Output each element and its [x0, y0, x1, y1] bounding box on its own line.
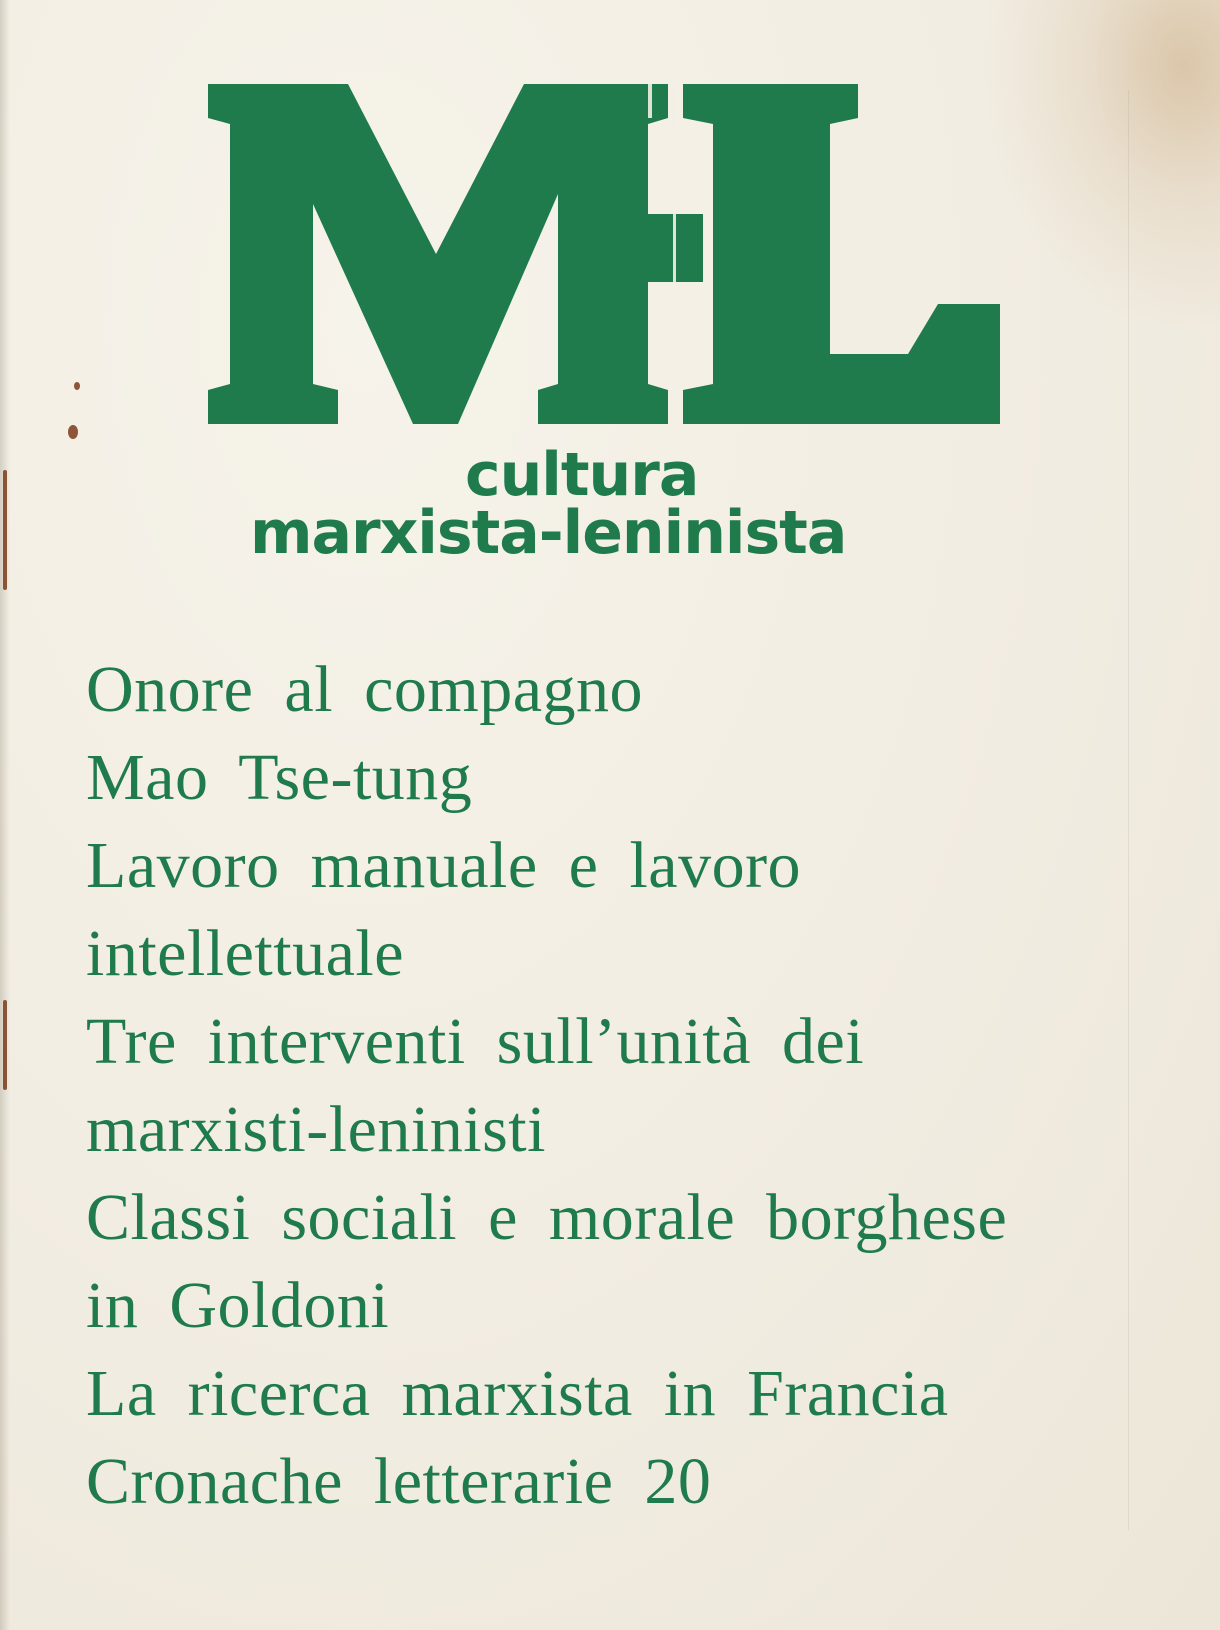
contents-entry-line: in Goldoni: [86, 1269, 390, 1342]
rust-stain: [68, 425, 78, 439]
contents-entry-2: [86, 826, 1196, 993]
contents-entry-3: [86, 1002, 1196, 1169]
subtitle-line-1: cultura: [465, 440, 699, 510]
contents-entry-6: [86, 1442, 1196, 1521]
contents-entry-line: Mao Tse-tung: [86, 741, 473, 814]
rust-stain: [3, 1000, 7, 1090]
magazine-logo: [208, 84, 1038, 424]
contents-entry-4: [86, 1178, 1196, 1345]
logo-letters: [208, 84, 1000, 424]
logo-hyphen: [623, 214, 703, 282]
contents-entry-line: marxisti-leninisti: [86, 1093, 546, 1166]
contents-entry-line: La ricerca marxista in Francia: [86, 1357, 949, 1430]
contents-entry-line: Onore al compagno: [86, 653, 643, 726]
contents-entry-1: [86, 650, 1196, 817]
contents-entry-line: Lavoro manuale e lavoro: [86, 829, 802, 902]
rust-stain: [74, 382, 80, 390]
contents-entry-5: [86, 1354, 1196, 1433]
rust-stain: [3, 470, 7, 590]
subtitle-line-2: marxista-leninista: [250, 498, 847, 568]
magazine-subtitle: [250, 440, 847, 568]
contents-entry-line: Classi sociali e morale borghese: [86, 1181, 1008, 1254]
contents-entry-line: intellettuale: [86, 917, 405, 990]
page-edge-shadow: [0, 0, 10, 1630]
contents-list: [86, 650, 1196, 1530]
logo-letter-m: [208, 84, 668, 424]
contents-entry-line: Cronache letterarie 20: [86, 1445, 712, 1518]
contents-entry-line: Tre interventi sull’unità dei: [86, 1005, 865, 1078]
logo-graphic: [208, 84, 1038, 424]
logo-letter-l: [683, 84, 1000, 424]
